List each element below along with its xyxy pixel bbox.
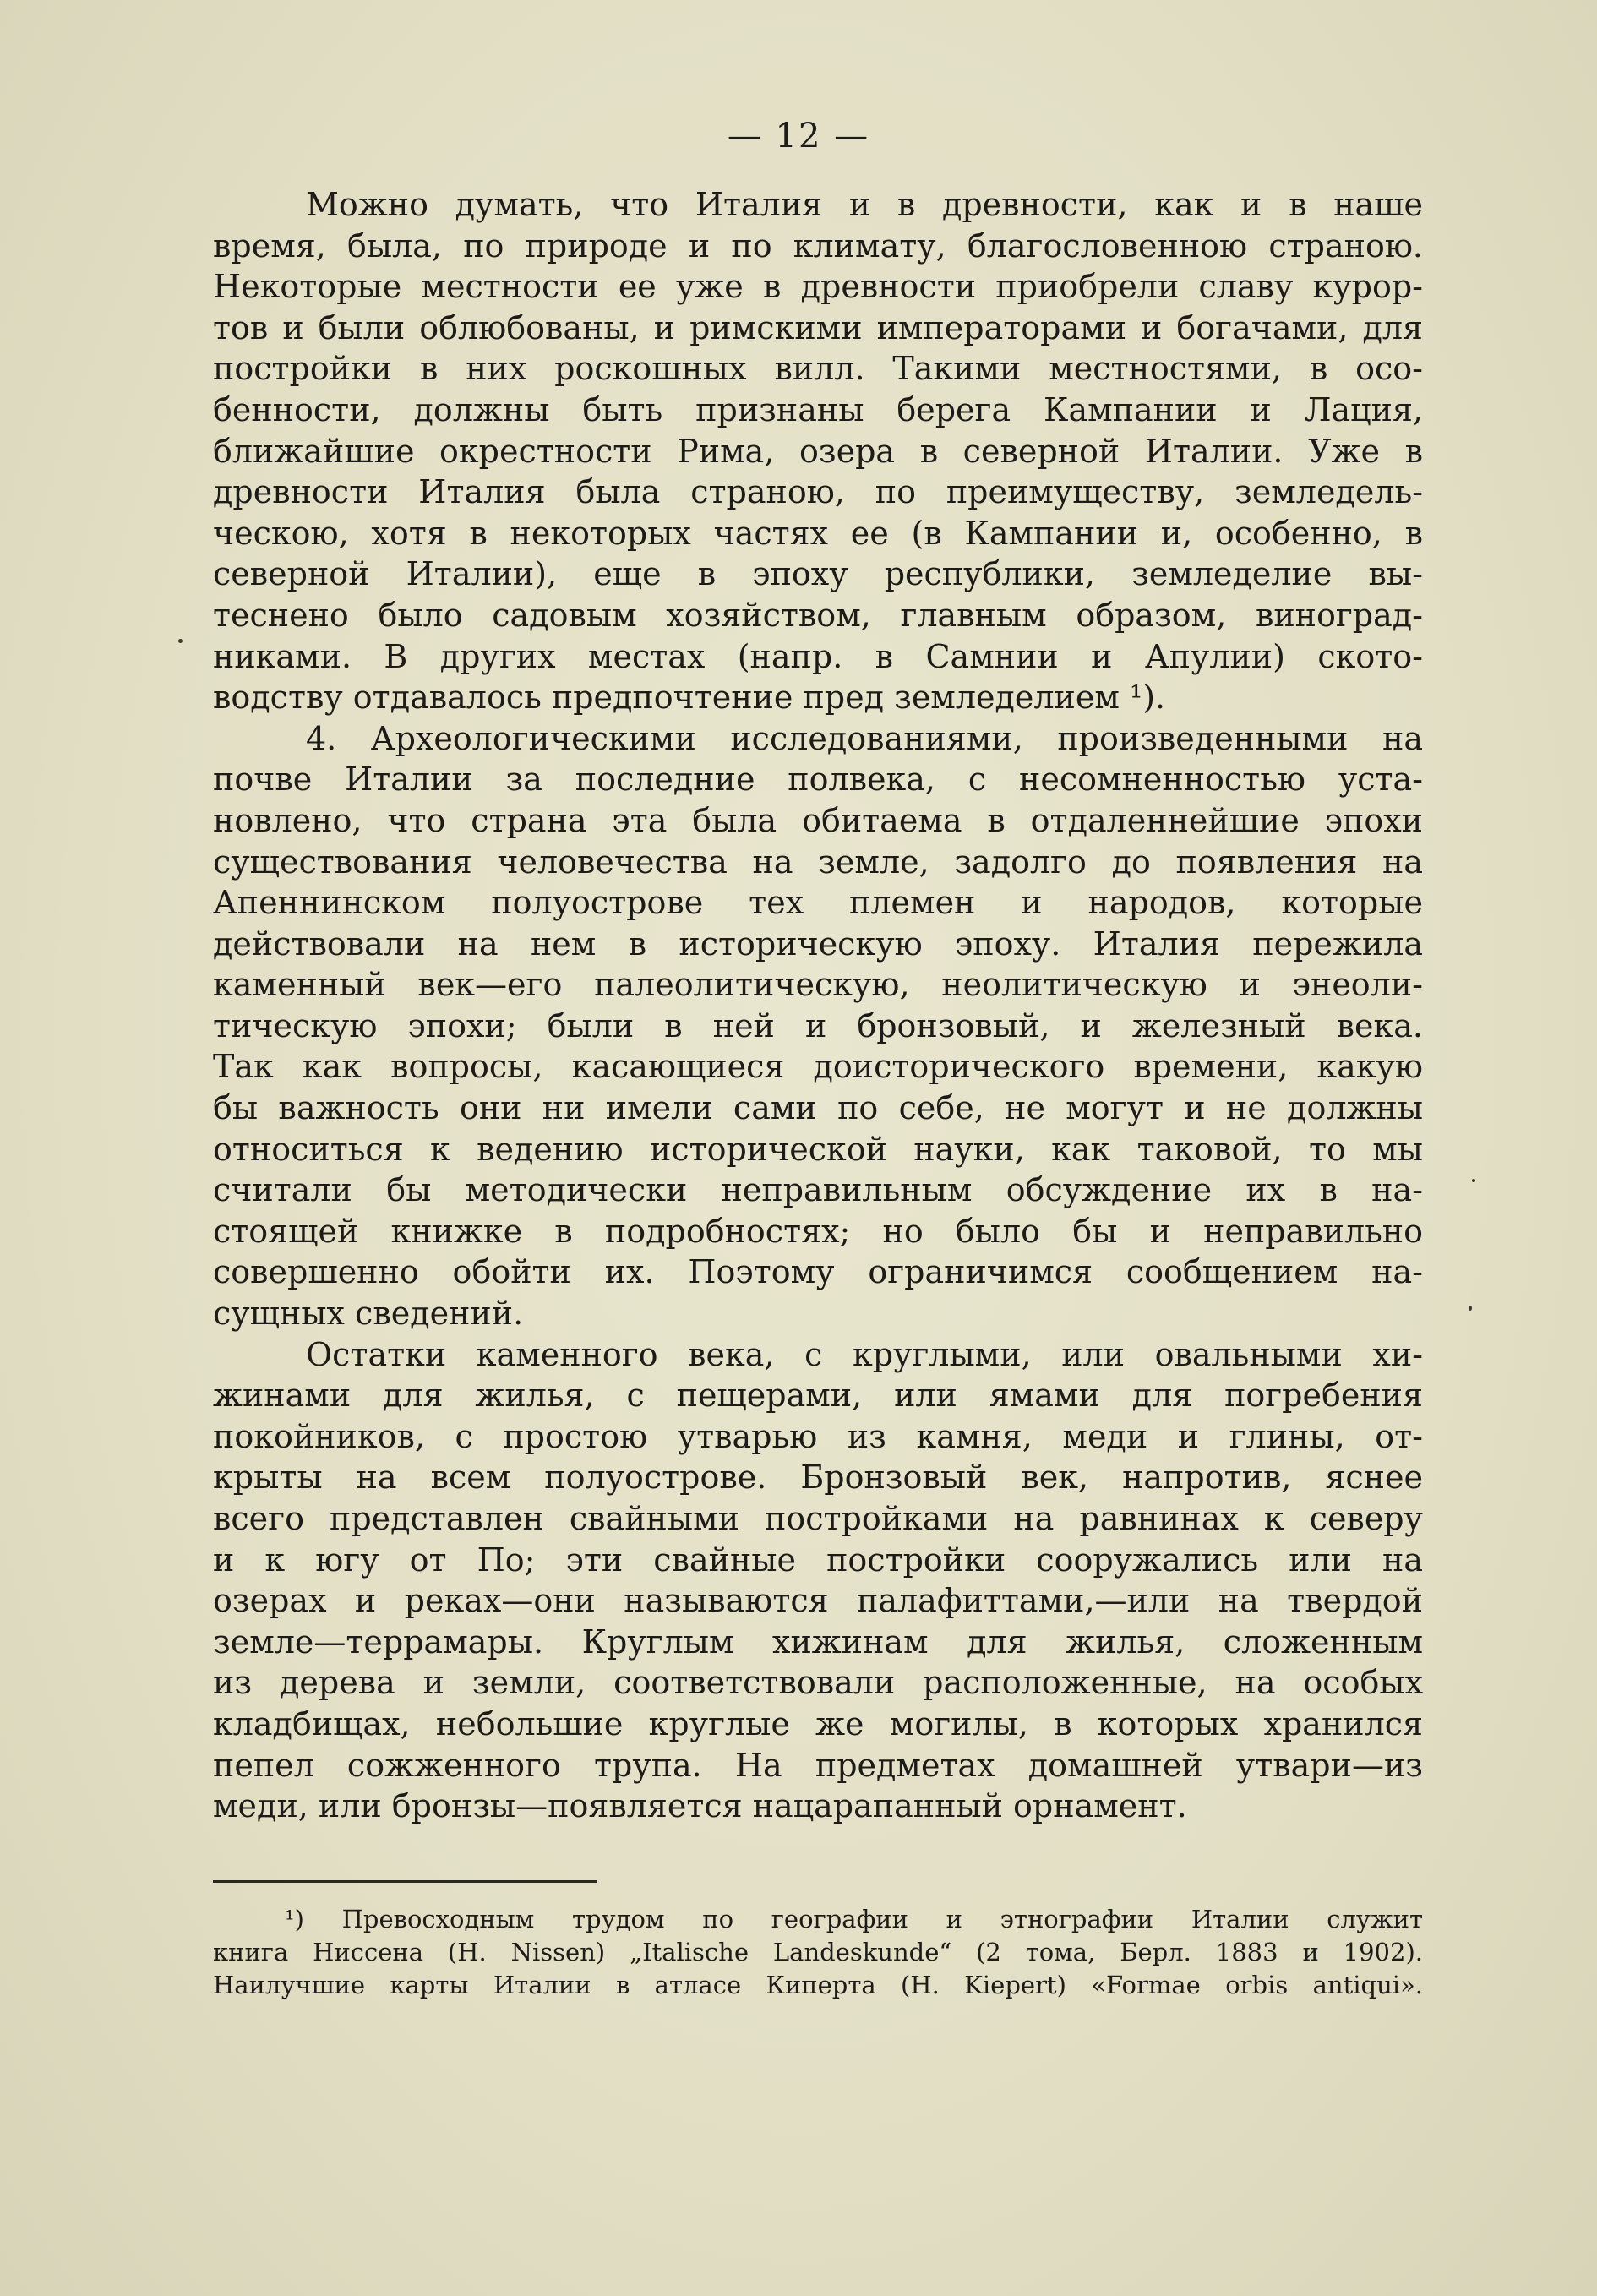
text-line: существования человечества на земле, задолго до появления на bbox=[213, 843, 1423, 881]
text-line: Так как вопросы, касающиеся доисторического времени, какую bbox=[213, 1048, 1423, 1086]
text-line: меди, или бронзы—появляется нацарапанный орнамент. bbox=[213, 1787, 1187, 1825]
text-line: земле—террамары. Круглым хижинам для жилья, сложенным bbox=[213, 1622, 1423, 1661]
text-line: Остатки каменного века, с круглыми, или овальными хи- bbox=[306, 1335, 1423, 1373]
text-line: бенности, должны быть признаны берега Кампании и Лация, bbox=[213, 390, 1423, 428]
text-line: считали бы методически неправильным обсуждение их в на- bbox=[213, 1171, 1423, 1209]
text-line: водству отдавалось предпочтение пред земледелием ¹). bbox=[213, 679, 1166, 717]
text-line: кладбищах, небольшие круглые же могилы, в которых хранился bbox=[213, 1704, 1423, 1742]
text-line: покойников, с простою утварью из камня, меди и глины, от- bbox=[213, 1417, 1423, 1455]
text-line: ближайшие окрестности Рима, озера в северной Италии. Уже в bbox=[213, 432, 1423, 470]
text-line: северной Италии), еще в эпоху республики, земледелие вы- bbox=[213, 555, 1423, 593]
scan-speck bbox=[1469, 1306, 1472, 1311]
text-line: относиться к ведению исторической науки, как таковой, то мы bbox=[213, 1130, 1423, 1168]
text-line: всего представлен свайными постройками на равнинах к северу bbox=[213, 1500, 1423, 1537]
text-line: жинами для жилья, с пещерами, или ямами для погребения bbox=[213, 1377, 1423, 1415]
scan-speck bbox=[1472, 1179, 1475, 1182]
text-line: время, была, по природе и по климату, благословенною страною. bbox=[213, 226, 1423, 265]
paragraph-2 bbox=[213, 718, 1423, 1334]
text-line: озерах и реках—они называются палафиттами,—или на твердой bbox=[213, 1582, 1423, 1620]
text-line: древности Италия была страною, по преимуществу, земледель- bbox=[213, 473, 1423, 511]
paragraph-3 bbox=[213, 1334, 1423, 1827]
text-line: и к югу от По; эти свайные постройки сооружались или на bbox=[213, 1541, 1423, 1579]
text-line: теснено было садовым хозяйством, главным образом, виноград- bbox=[213, 596, 1423, 634]
main-text bbox=[213, 184, 1423, 1827]
text-line: сущных сведений. bbox=[213, 1295, 524, 1333]
footnote bbox=[213, 1903, 1423, 2002]
text-line: пепел сожженного трупа. На предметах домашней утвари—из bbox=[213, 1746, 1423, 1784]
text-line: постройки в них роскошных вилл. Такими местностями, в осо- bbox=[213, 350, 1423, 388]
page-number: — 12 — bbox=[727, 117, 870, 155]
text-line: никами. В других местах (напр. в Самнии и Апулии) ското- bbox=[213, 637, 1423, 675]
footnote-line: Наилучшие карты Италии в атласе Киперта (H. Kiepert) «Formae orbis antiqui». bbox=[213, 1971, 1423, 1999]
text-line: Можно думать, что Италия и в древности, как и в наше bbox=[306, 186, 1423, 223]
text-line: новлено, что страна эта была обитаема в отдаленнейшие эпохи bbox=[213, 801, 1423, 839]
footnote-line: ¹) Превосходным трудом по географии и этнографии Италии служит bbox=[285, 1905, 1423, 1933]
text-line: тическую эпохи; были в ней и бронзовый, и железный века. bbox=[213, 1006, 1423, 1044]
text-line: бы важность они ни имели сами по себе, не могут и не должны bbox=[213, 1089, 1423, 1127]
text-line: Апеннинском полуострове тех племен и народов, которые bbox=[213, 884, 1423, 922]
text-line: действовали на нем в историческую эпоху. Италия пережила bbox=[213, 924, 1423, 963]
text-line: из дерева и земли, соответствовали расположенные, на особых bbox=[213, 1664, 1423, 1702]
paragraph-1 bbox=[213, 184, 1423, 718]
text-line: Некоторые местности ее уже в древности приобрели славу курор- bbox=[213, 268, 1423, 306]
text-line: стоящей книжке в подробностях; но было бы и неправильно bbox=[213, 1212, 1423, 1250]
scan-speck bbox=[178, 639, 183, 643]
text-line: ческою, хотя в некоторых частях ее (в Кампании и, особенно, в bbox=[213, 514, 1423, 552]
footnote-line: книга Ниссена (H. Nissen) „Italische Landeskunde“ (2 тома, Берл. 1883 и 1902). bbox=[213, 1938, 1423, 1966]
text-line: совершенно обойти их. Поэтому ограничимся сообщением на- bbox=[213, 1253, 1423, 1291]
text-line: тов и были облюбованы, и римскими императорами и богачами, для bbox=[213, 308, 1423, 346]
text-line: крыты на всем полуострове. Бронзовый век, напротив, яснее bbox=[213, 1459, 1423, 1497]
text-line: 4. Археологическими исследованиями, произведенными на bbox=[306, 719, 1423, 757]
text-line: каменный век—его палеолитическую, неолитическую и энеоли- bbox=[213, 966, 1423, 1004]
text-line: почве Италии за последние полвека, с несомненностью уста- bbox=[213, 761, 1423, 799]
footnote-divider bbox=[213, 1880, 597, 1883]
